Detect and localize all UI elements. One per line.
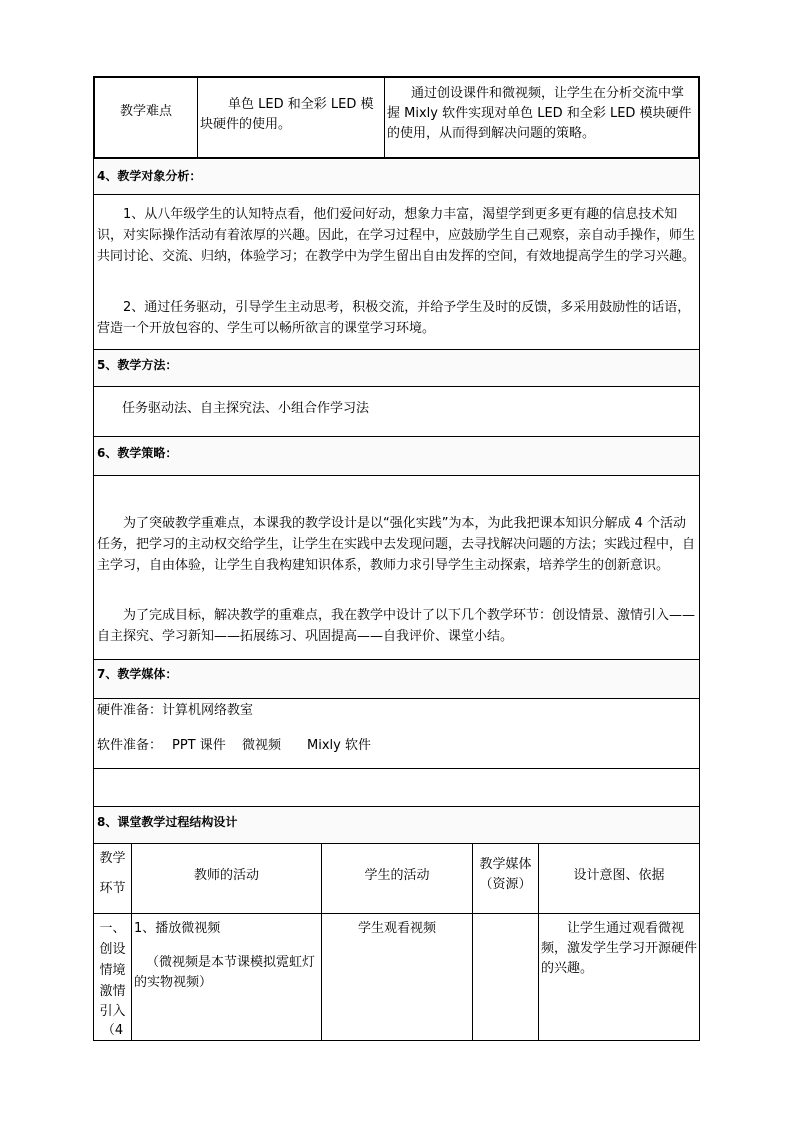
section-heading-bg — [94, 437, 699, 475]
divider — [93, 698, 700, 699]
section8-heading: 8、课堂教学过程结构设计 — [97, 815, 238, 829]
section4-heading: 4、教学对象分析： — [97, 169, 202, 183]
divider — [93, 843, 700, 844]
software-item-mixly: Mixly 软件 — [307, 738, 371, 753]
section6-paragraph-1: 为了突破教学重难点，本课我的教学设计是以“强化实践”为本，为此我把课本知识分解成 4 个活动任务，把学习的主动权交给学生，让学生在实践中去发现问题，去寻找解决问题的方法；实践过程中，自主学习，自由体验，让学生自我构建知识体系，教师力求引导学生主动探索，培养学生的创新意识。 — [97, 516, 696, 573]
table-top-border — [93, 76, 700, 78]
stage-line: 创设 — [99, 942, 126, 957]
header-media-line2: （资源） — [479, 877, 532, 892]
main-border-bottom — [93, 1040, 700, 1041]
difficulty-content: 单色 LED 和全彩 LED 模块硬件的使用。 — [200, 97, 374, 132]
section5-content: 任务驱动法、自主探究法、小组合作学习法 — [122, 401, 370, 416]
header-intent: 设计意图、依据 — [573, 868, 665, 883]
hardware-prep: 硬件准备：计算机网络教室 — [97, 703, 254, 718]
section4-paragraph-2: 2、通过任务驱动，引导学生主动思考，积极交流，并给予学生及时的反馈，多采用鼓励性的话语，营造一个开放包容的、学生可以畅所欲言的课堂学习环境。 — [97, 300, 691, 336]
header-student: 学生的活动 — [364, 868, 430, 883]
stage-line: 激情 — [99, 984, 126, 999]
software-item-video: 微视频 — [242, 738, 282, 753]
border-right — [698, 76, 700, 159]
stage-line: 一、 — [99, 921, 126, 936]
divider — [93, 194, 700, 195]
student-activity: 学生观看视频 — [357, 921, 436, 936]
main-border-right — [699, 159, 700, 1041]
software-item-ppt: PPT 课件 — [172, 738, 226, 753]
table-top-bottom-border — [93, 157, 700, 159]
section7-heading: 7、教学媒体： — [97, 667, 178, 681]
divider — [93, 768, 700, 769]
divider — [93, 386, 700, 387]
header-teacher: 教师的活动 — [193, 868, 259, 883]
border-col1 — [197, 78, 198, 157]
section6-heading: 6、教学策略： — [97, 446, 178, 460]
header-stage-line2: 环节 — [99, 881, 126, 896]
stage-line: 引入 — [99, 1004, 126, 1019]
main-border-left — [93, 159, 94, 1041]
section5-heading: 5、教学方法： — [97, 358, 178, 372]
divider — [93, 475, 700, 476]
design-intent: 让学生通过观看微视频，激发学生学习开源硬件的兴趣。 — [541, 921, 698, 976]
section-heading-bg — [94, 350, 699, 386]
border-col2 — [384, 78, 385, 157]
teacher-activity-1: 1、播放微视频 — [134, 921, 221, 936]
stage-line: （4 — [101, 1023, 124, 1038]
header-media-line1: 教学媒体 — [479, 857, 532, 872]
stage-line: 情境 — [99, 963, 126, 978]
section6-paragraph-2: 为了完成目标，解决教学的重难点，我在教学中设计了以下几个教学环节：创设情景、激情引入——自主探究、学习新知——拓展练习、巩固提高——自我评价、课堂小结。 — [97, 608, 696, 644]
difficulty-strategy: 通过创设课件和微视频，让学生在分析交流中掌握 Mixly 软件实现对单色 LED 和全彩 LED 模块硬件的使用，从而得到解决问题的策略。 — [387, 86, 692, 141]
header-stage-line1: 教学 — [99, 851, 126, 866]
teacher-activity-2: （微视频是本节课模拟霓虹灯的实物视频） — [134, 955, 316, 990]
table-header-divider — [93, 913, 700, 914]
section-heading-bg — [94, 660, 699, 698]
section4-paragraph-1: 1、从八年级学生的认知特点看，他们爱问好动，想象力丰富，渴望学到更多更有趣的信息技术知识，对实际操作活动有着浓厚的兴趣。因此，在学习过程中，应鼓励学生自己观察，亲自动手操作，师生共同讨论、交流、归纳，体验学习；在教学中为学生留出自由发挥的空间，有效地提高学生的学习兴趣。 — [97, 207, 696, 264]
difficulty-label: 教学难点 — [119, 104, 172, 119]
software-prep-label: 软件准备： — [97, 738, 163, 753]
